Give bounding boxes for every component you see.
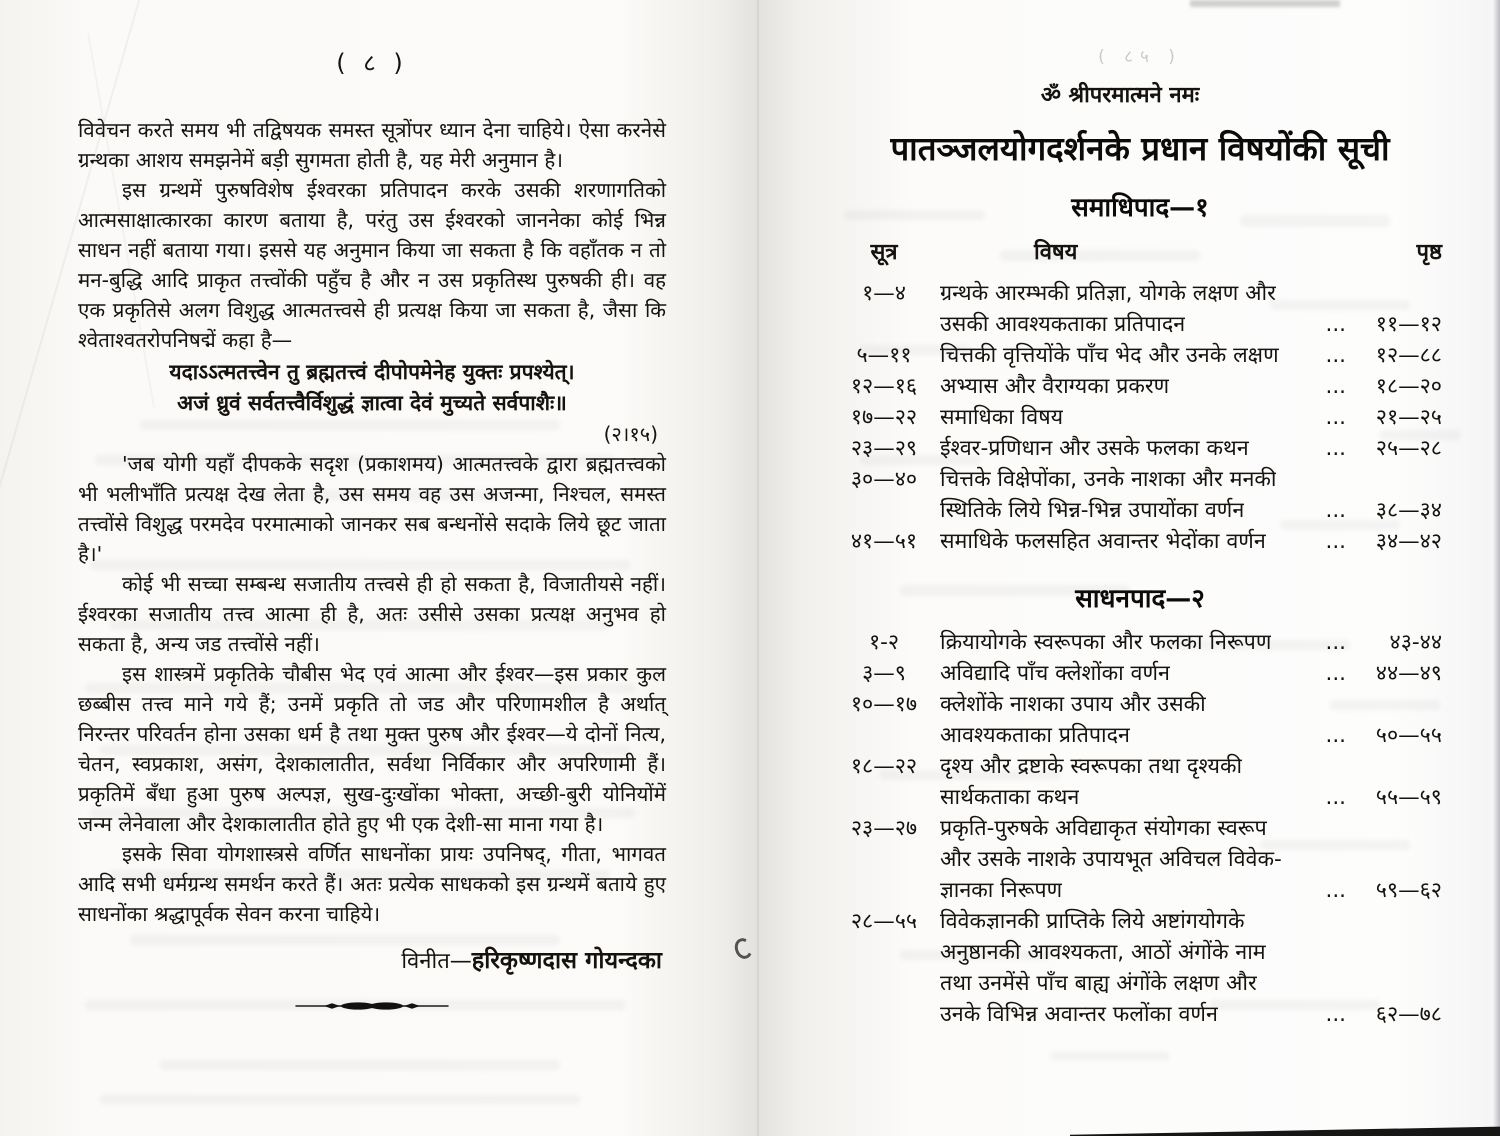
dot-leader: ... — [1325, 498, 1346, 523]
toc-row-line — [838, 371, 1442, 402]
toc-row-line — [838, 968, 1442, 999]
subject-text: सार्थकताका कथन — [940, 785, 1080, 810]
page-range: ३८—३४ — [1375, 498, 1442, 523]
toc-row-line — [838, 278, 1442, 309]
subject-text: समाधिके फलसहित अवान्तर भेदोंका वर्णन — [940, 529, 1266, 554]
page-range: ३४—४२ — [1375, 529, 1442, 554]
sutra-range: ३०—४० — [850, 467, 918, 492]
subject-text: अविद्यादि पाँच क्लेशोंका वर्णन — [940, 661, 1170, 686]
paragraph: विवेचन करते समय भी तद्विषयक समस्त सूत्रोंपर ध्यान देना चाहिये। ऐसा करनेसे ग्रन्थका आशय समझनेमें बड़ी सुगमता होती है, यह मेरी अनुमान है। — [78, 118, 666, 172]
signature-prefix: विनीत— — [401, 949, 472, 974]
subject-text: ग्रन्थके आरम्भकी प्रतिज्ञा, योगके लक्षण और — [940, 281, 1276, 306]
sutra-range: १०—१७ — [850, 692, 918, 717]
verse-line: अजं ध्रुवं सर्वतत्त्वैर्विशुद्धं ज्ञात्वा देवं मुच्यते सर्वपाशैः॥ — [177, 391, 567, 415]
dot-leader: ... — [1325, 723, 1346, 748]
toc-row-line — [838, 782, 1442, 813]
toc-row-line — [838, 844, 1442, 875]
gutter-crease — [757, 0, 759, 1136]
sutra-range: १-२ — [868, 630, 900, 655]
sutra-range: १२—१६ — [850, 374, 918, 399]
page-range: २५—२८ — [1375, 436, 1442, 461]
toc-row-line — [838, 689, 1442, 720]
toc-row-line — [838, 875, 1442, 906]
dot-leader: ... — [1325, 785, 1346, 810]
subject-text: उनके विभिन्न अवान्तर फलोंका वर्णन — [940, 1002, 1218, 1027]
divider-ornament-graphic — [292, 1000, 452, 1012]
sutra-range: १—४ — [862, 281, 906, 306]
page-range: १८—२० — [1375, 374, 1442, 399]
left-page-number: ( ८ ) — [336, 49, 408, 77]
subject-text: दृश्य और द्रष्टाके स्वरूपका तथा दृश्यकी — [940, 754, 1243, 779]
page-range: ४३-४४ — [1389, 630, 1442, 655]
subject-text: स्थितिके लिये भिन्न-भिन्न उपायोंका वर्णन — [940, 498, 1245, 523]
paragraph: कोई भी सच्चा सम्बन्ध सजातीय तत्त्वसे ही हो सकता है, विजातीयसे नहीं। ईश्वरका सजातीय तत्त्व आत्मा ही है, अतः उसीसे उसका प्रत्यक्ष अनुभव हो सकता है, अन्य जड तत्त्वोंसे नहीं। — [78, 572, 666, 656]
section-heading-sadhanapada: साधनपाद—२ — [1075, 584, 1205, 614]
page-range: २१—२५ — [1375, 405, 1442, 430]
paragraph: इस शास्त्रमें प्रकृतिके चौबीस भेद एवं आत्मा और ईश्वर—इस प्रकार कुल छब्बीस तत्त्व माने गये हैं; उनमें प्रकृति तो जड और परिणामशील है अर्थात् निरन्तर परिवर्तन होना उसका धर्म है तथा मुक्त पुरुष और ईश्वर—ये दोनों नित्य, चेतन, स्वप्रकाश, असंग, देशकालातीत, सर्वथा निर्विकार और अपरिणामी हैं। प्रकृतिमें बँधा हुआ पुरुष अल्पज्ञ, सुख-दुःखोंका भोक्ता, अच्छी-बुरी योनियोंमें जन्म लेनेवाला और देशकालातीत होते हुए भी एक देशी-सा माना गया है। — [78, 662, 666, 836]
sutra-range: २८—५५ — [850, 909, 918, 934]
sutra-range: १८—२२ — [850, 754, 918, 779]
dot-leader: ... — [1325, 1002, 1346, 1027]
sutra-range: २३—२७ — [850, 816, 918, 841]
toc-title: पातञ्जलयोगदर्शनके प्रधान विषयोंकी सूची — [890, 129, 1390, 168]
sutra-range: १७—२२ — [850, 405, 918, 430]
dot-leader: ... — [1325, 529, 1346, 554]
section-heading-samadhipada: समाधिपाद—१ — [1071, 193, 1209, 223]
subject-text: अनुष्ठानकी आवश्यकता, आठों अंगोंके नाम — [940, 940, 1266, 965]
subject-text: क्रियायोगके स्वरूपका और फलका निरूपण — [940, 630, 1272, 655]
toc-section-sadhanapada — [838, 627, 1442, 1030]
page-range: ५९—६२ — [1375, 878, 1442, 903]
dot-leader: ... — [1325, 405, 1346, 430]
subject-text: विवेकज्ञानकी प्राप्तिके लिये अष्टांगयोगके — [940, 909, 1245, 934]
sutra-range: ५—११ — [856, 343, 912, 368]
subject-text: आवश्यकताका प्रतिपादन — [940, 723, 1130, 748]
toc-row-line — [838, 999, 1442, 1030]
page-range: ६२—७८ — [1375, 1002, 1442, 1027]
subject-text: प्रकृति-पुरुषके अविद्याकृत संयोगका स्वरूप — [940, 816, 1267, 841]
subject-text: चित्तके विक्षेपोंका, उनके नाशका और मनकी — [940, 467, 1277, 492]
toc-row-line — [838, 433, 1442, 464]
page-range: १२—८८ — [1375, 343, 1442, 368]
toc-row-line — [838, 627, 1442, 658]
toc-row-line — [838, 495, 1442, 526]
toc-section-samadhipada — [838, 278, 1442, 557]
subject-text: अभ्यास और वैराग्यका प्रकरण — [940, 374, 1170, 399]
dot-leader: ... — [1325, 312, 1346, 337]
sutra-range: ३—९ — [862, 661, 906, 686]
paragraph: इस ग्रन्थमें पुरुषविशेष ईश्वरका प्रतिपादन करके उसकी शरणागतिको आत्मसाक्षात्कारका कारण बताया है, परंतु उस ईश्वरको जाननेका कोई भिन्न साधन नहीं बताया गया। इससे यह अनुमान किया जा सकता है कि वहाँतक न तो मन-बुद्धि आदि प्राकृत तत्त्वोंकी पहुँच है और न उस प्रकृतिस्थ पुरुषकी ही। वह एक प्रकृतिसे अलग विशुद्ध आत्मतत्त्वसे ही प्रत्यक्ष किया जा सकता है, जैसा कि श्वेताश्वतरोपनिषद्में कहा है— — [78, 178, 666, 352]
page-edge-shadow — [1493, 0, 1500, 1136]
toc-row-line — [838, 720, 1442, 751]
subject-text: तथा उनमेंसे पाँच बाह्य अंगोंके लक्षण और — [940, 971, 1257, 996]
column-header-page: पृष्ठ — [1416, 240, 1442, 265]
verse-reference: (२।१५) — [603, 422, 658, 446]
sutra-range: २३—२९ — [850, 436, 918, 461]
author-signature — [78, 943, 666, 975]
subject-text: उसकी आवश्यकताका प्रतिपादन — [940, 312, 1186, 337]
right-page-number-faint: ( ८५ ) — [1098, 47, 1182, 67]
page-range: ५५—५९ — [1375, 785, 1442, 810]
toc-row-line — [838, 340, 1442, 371]
sanskrit-verse — [78, 357, 666, 419]
subject-text: और उसके नाशके उपायभूत अविचल विवेक- — [940, 847, 1282, 872]
toc-row-line — [838, 402, 1442, 433]
column-header-sutra: सूत्र — [870, 240, 898, 265]
subject-text: चित्तकी वृत्तियोंके पाँच भेद और उनके लक्षण — [940, 343, 1279, 368]
signature-name: हरिकृष्णदास गोयन्दका — [471, 946, 662, 974]
dot-leader: ... — [1325, 436, 1346, 461]
subject-text: समाधिका विषय — [940, 405, 1064, 430]
toc-row-line — [838, 658, 1442, 689]
paragraph: इसके सिवा योगशास्त्रसे वर्णित साधनोंका प्रायः उपनिषद्, गीता, भागवत आदि सभी धर्मग्रन्थ समर्थन करते हैं। अतः प्रत्येक साधकको इस ग्रन्थमें बताये हुए साधनोंका श्रद्धापूर्वक सेवन करना चाहिये। — [78, 842, 666, 926]
dot-leader: ... — [1325, 878, 1346, 903]
page-range: ४४—४९ — [1375, 661, 1442, 686]
subject-text: ईश्वर-प्रणिधान और उसके फलका कथन — [940, 436, 1249, 461]
dot-leader: ... — [1325, 374, 1346, 399]
page-range: ५०—५५ — [1375, 723, 1442, 748]
toc-column-headers — [838, 236, 1442, 266]
dot-leader: ... — [1325, 630, 1346, 655]
subject-text: ज्ञानका निरूपण — [940, 878, 1063, 903]
column-header-subject: विषय — [1034, 240, 1078, 265]
left-page — [78, 46, 666, 1016]
toc-row-line — [838, 309, 1442, 340]
scan-smudge — [1190, 0, 1340, 7]
right-page — [838, 44, 1442, 1030]
toc-row-line — [838, 464, 1442, 495]
toc-row-line — [838, 937, 1442, 968]
toc-row-line — [838, 526, 1442, 557]
invocation: ॐ श्रीपरमात्मने नमः — [1040, 83, 1200, 108]
toc-row-line — [838, 751, 1442, 782]
page-range: ११—१२ — [1375, 312, 1442, 337]
verse-line: यदाऽऽत्मतत्त्वेन तु ब्रह्मतत्त्वं दीपोपमेनेह युक्तः प्रपश्येत्। — [169, 360, 575, 384]
dot-leader: ... — [1325, 343, 1346, 368]
paragraph: 'जब योगी यहाँ दीपकके सदृश (प्रकाशमय) आत्मतत्त्वके द्वारा ब्रह्मतत्त्वको भी भलीभाँति प्रत्यक्ष देख लेता है, उस समय वह उस अजन्मा, निश्चल, समस्त तत्त्वोंसे विशुद्ध परमदेव परमात्माको जानकर सब बन्धनोंसे सदाके लिये छूट जाता है।' — [78, 452, 666, 566]
toc-row-line — [838, 906, 1442, 937]
sutra-range: ४१—५१ — [850, 529, 918, 554]
subject-text: क्लेशोंके नाशका उपाय और उसकी — [940, 692, 1206, 717]
toc-row-line — [838, 813, 1442, 844]
dot-leader: ... — [1325, 661, 1346, 686]
divider-ornament — [292, 997, 452, 1016]
